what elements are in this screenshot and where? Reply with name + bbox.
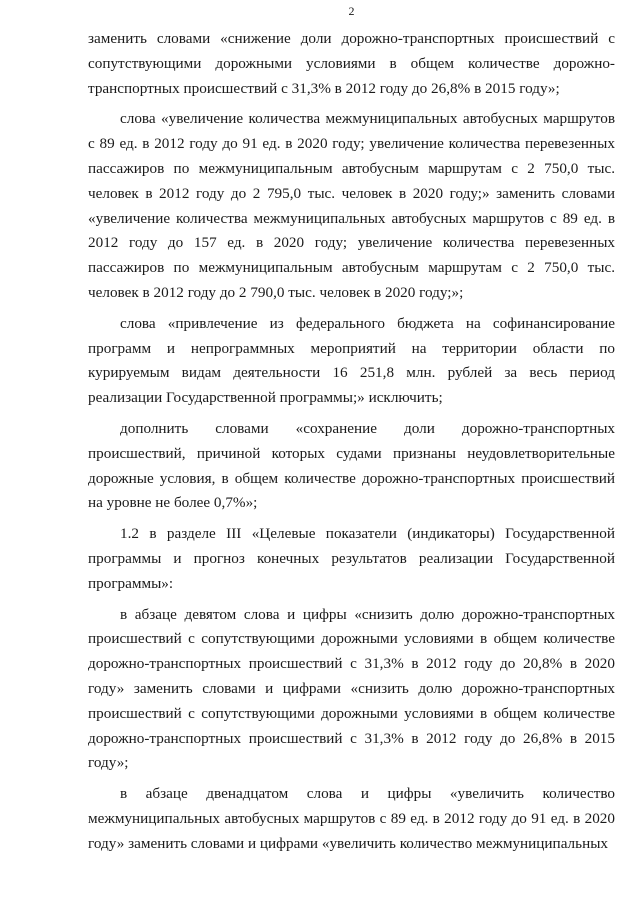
paragraph-5: 1.2 в разделе III «Целевые показатели (индикаторы) Государственной программы и прогноз конечных результатов реализации Государственной программы»: — [88, 525, 615, 592]
paragraph-2: слова «увеличение количества межмуниципальных автобусных маршрутов с 89 ед. в 2012 году до 91 ед. в 2020 году; увеличение количества перевезенных пассажиров по межмуниципальным автобусным маршрутам с 2 750,0 тыс. человек в 2012 году до 2 795,0 тыс. человек в 2020 году;» заменить словами «увеличение количества межмуниципальных автобусных маршрутов с 89 ед. в 2012 году до 157 ед. в 2020 году; увеличение количества перевезенных пассажиров по межмуниципальным автобусным маршрутам с 2 750,0 тыс. человек в 2012 году до 2 790,0 тыс. человек в 2020 году;»; — [88, 110, 615, 301]
paragraph-4: дополнить словами «сохранение доли дорожно-транспортных происшествий, причиной которых судами признаны неудовлетворительные дорожные условия, в общем количестве дорожно-транспортных происшествий на уровне не более 0,7%»; — [88, 419, 615, 512]
paragraph-6: в абзаце девятом слова и цифры «снизить долю дорожно-транспортных происшествий с сопутствующими дорожными условиями в общем количестве дорожно-транспортных происшествий с 31,3% в 2012 году до 20,8% в 2020 году» заменить словами и цифрами «снизить долю дорожно-транспортных происшествий с сопутствующими дорожными условиями в общем количестве дорожно-транспортных происшествий с 31,3% в 2012 году до 26,8% в 2015 году»; — [88, 605, 615, 772]
paragraph-7: в абзаце двенадцатом слова и цифры «увеличить количество межмуниципальных автобусных маршрутов с 89 ед. в 2012 году до 91 ед. в 2020 году» заменить словами и цифрами «увеличить количество межмуниципальных — [88, 785, 615, 852]
paragraph-1: заменить словами «снижение доли дорожно-транспортных происшествий с сопутствующими дорожными условиями в общем количестве дорожно-транспортных происшествий с 31,3% в 2012 году до 26,8% в 2015 году»; — [88, 30, 615, 97]
document-body — [88, 27, 615, 863]
page-number: 2 — [348, 4, 355, 18]
paragraph-3: слова «привлечение из федерального бюджета на софинансирование программ и непрограммных мероприятий на территории области по курируемым видам деятельности 16 251,8 млн. рублей за весь период реализации Государственной программы;» исключить; — [88, 314, 615, 407]
document-page — [88, 0, 615, 905]
